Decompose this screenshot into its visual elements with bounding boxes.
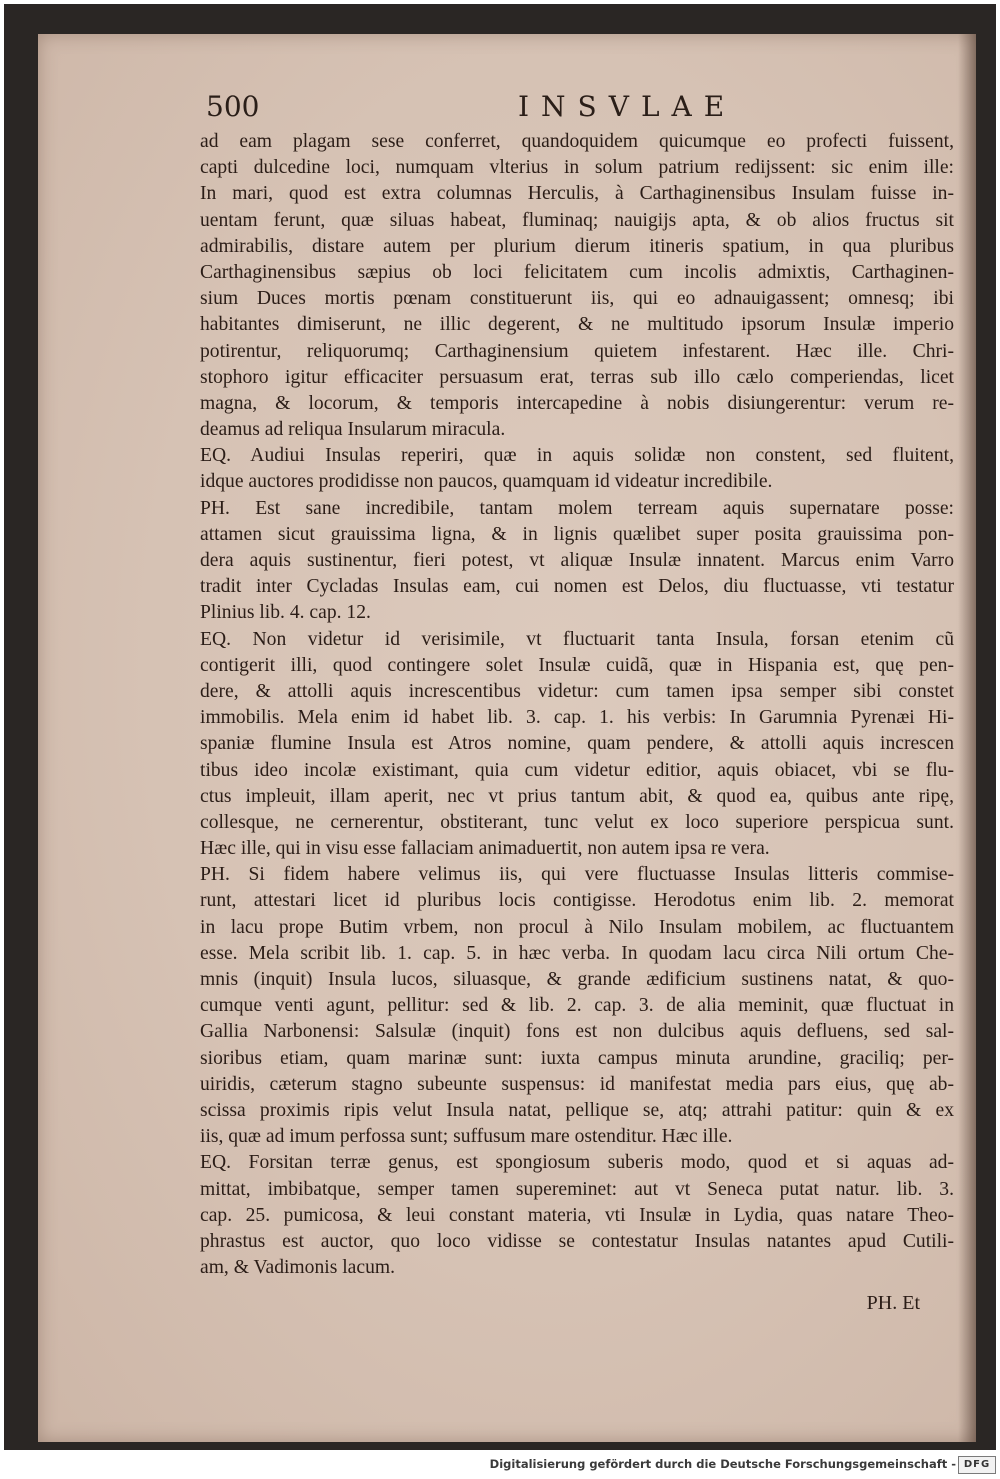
text-line: EQ. Non videtur id verisimile, vt fluctuarit tanta Insula, forsan etenim cũ	[200, 628, 954, 650]
catchword: PH. Et	[866, 1292, 920, 1314]
text-line: PH. Est sane incredibile, tantam molem terream aquis supernatare posse:	[200, 497, 954, 519]
text-line: collesque, ne cernerentur, obstiterant, tunc velut ex loco superiore perspicua sunt.	[200, 811, 954, 833]
text-line: Hæc ille, qui in visu esse fallaciam animaduertit, non autem ipsa re vera.	[200, 838, 770, 860]
text-line: habitantes dimiserunt, ne illic degerent, & ne multitudo ipsorum Insulæ imperio	[200, 314, 954, 336]
text-line: magna, & locorum, & temporis intercapedine à nobis disiungerentur: verum re-	[200, 392, 954, 414]
text-line: EQ. Forsitan terræ genus, est spongiosum suberis modo, quod et si aquas ad-	[200, 1152, 954, 1174]
text-line: tibus ideo incolæ existimant, quia cum videtur editior, aquis obiacet, vbi se flu-	[200, 759, 954, 781]
page-edge-shadow	[958, 34, 976, 1442]
text-line: ctus impleuit, illam aperit, nec vt prius tantum abit, & quod ea, quibus ante ripę,	[200, 785, 954, 807]
text-line: contigerit illi, quod contingere solet Insulæ cuidã, quæ in Hispania est, quę pen-	[200, 654, 954, 676]
text-line: sioribus etiam, quam marinæ sunt: iuxta campus minuta arundine, graciliq; per-	[200, 1047, 954, 1069]
funding-notice: Digitalisierung gefördert durch die Deutsche Forschungsgemeinschaft -	[489, 1457, 956, 1471]
text-line: idque auctores prodidisse non paucos, quamquam id videatur incredibile.	[200, 471, 773, 493]
text-line: cap. 25. pumicosa, & leui constant materia, vti Insulæ in Lydia, quas natare Theo-	[200, 1204, 954, 1226]
body-text	[200, 129, 954, 1281]
text-line: tradit inter Cycladas Insulas eam, cui nomen est Delos, diu fluctuasse, vti testatur	[200, 576, 954, 598]
text-line: am, & Vadimonis lacum.	[200, 1257, 396, 1279]
text-line: potirentur, reliquorumq; Carthaginensium quietem infestarent. Hæc ille. Chri-	[200, 340, 954, 362]
text-line: In mari, quod est extra columnas Herculis, à Carthaginensibus Insulam fuisse in-	[200, 183, 954, 205]
book-page	[38, 34, 976, 1442]
text-line: stophoro igitur efficaciter persuasum erat, terras sub illo cælo comperiendas, licet	[200, 366, 954, 388]
text-line: uiridis, cæterum stagno subeunte suspensus: id manifestat media pars eius, quę ab-	[200, 1073, 954, 1095]
running-head	[206, 90, 976, 126]
page-number: 500	[206, 90, 260, 123]
text-line: mittat, imbibatque, semper tamen supereminet: aut vt Seneca putat natur. lib. 3.	[200, 1178, 954, 1200]
running-title: INSVLAE	[518, 90, 737, 123]
text-line: immobilis. Mela enim id habet lib. 3. cap. 1. his verbis: In Garumnia Pyrenæi Hi-	[200, 707, 954, 729]
text-line: spaniæ flumine Insula est Atros nomine, quam pendere, & attolli aquis increscen	[200, 733, 954, 755]
text-line: Carthaginensibus sæpius ob loci felicitatem cum incolis admixtis, Carthaginen-	[200, 261, 954, 283]
text-line: sium Duces mortis pœnam constituerunt iis, qui eo adnauigassent; omnesq; ibi	[200, 288, 954, 310]
text-line: in lacu prope Butim vrbem, non procul à Nilo Insulam mobilem, ac fluctuantem	[200, 916, 954, 938]
text-line: runt, attestari licet id pluribus locis contigisse. Herodotus enim lib. 2. memorat	[200, 890, 954, 912]
text-line: iis, quæ ad imum perfossa sunt; suffusum mare ostenditur. Hæc ille.	[200, 1126, 733, 1148]
text-line: Plinius lib. 4. cap. 12.	[200, 602, 371, 624]
text-line: esse. Mela scribit lib. 1. cap. 5. in hæc verba. In quodam lacu circa Nili ortum Che-	[200, 942, 954, 964]
text-line: cumque venti agunt, pellitur: sed & lib. 2. cap. 3. de alia meminit, quæ fluctuat in	[200, 995, 954, 1017]
text-line: ad eam plagam sese conferret, quandoquidem quicumque eo profecti fuissent,	[200, 131, 954, 152]
funding-footer	[0, 1452, 1000, 1479]
text-line: dera aquis sustinentur, fieri potest, vt aliquæ Insulæ innatent. Marcus enim Varro	[200, 550, 954, 571]
text-line: EQ. Audiui Insulas reperiri, quæ in aquis solidæ non constent, sed fluitent,	[200, 445, 954, 467]
text-line: admirabilis, distare autem per plurium dierum itineris spatium, in qua pluribus	[200, 235, 954, 257]
text-line: Gallia Narbonensi: Salsulæ (inquit) fons est non dulcibus aquis defluens, sed sal-	[200, 1021, 954, 1043]
text-line: attamen sicut grauissima ligna, & in lignis quælibet super posita grauissima pon-	[200, 523, 954, 545]
text-line: uentam ferunt, quæ siluas habeat, fluminaq; nauigijs apta, & ob alios fructus sit	[200, 209, 954, 231]
text-line: mnis (inquit) Insula lucos, siluasque, & grande ædificium sustinens natat, & quo-	[200, 969, 954, 990]
text-line: scissa proximis ripis velut Insula natat, pellique se, atq; attrahi patitur: quin & ex	[200, 1099, 954, 1121]
text-line: PH. Si fidem habere velimus iis, qui vere fluctuasse Insulas litteris commise-	[200, 864, 954, 886]
dfg-logo: DFG	[958, 1456, 996, 1474]
text-line: deamus ad reliqua Insularum miracula.	[200, 419, 506, 441]
text-line: phrastus est auctor, quo loco vidisse se contestatur Insulas natantes apud Cutili-	[200, 1230, 954, 1252]
text-line: dere, & attolli aquis increscentibus videtur: cum tamen ipsa semper sibi constet	[200, 680, 954, 702]
text-line: capti dulcedine loci, numquam vlterius in solum patrium redijssent: sic enim ille:	[200, 157, 954, 179]
